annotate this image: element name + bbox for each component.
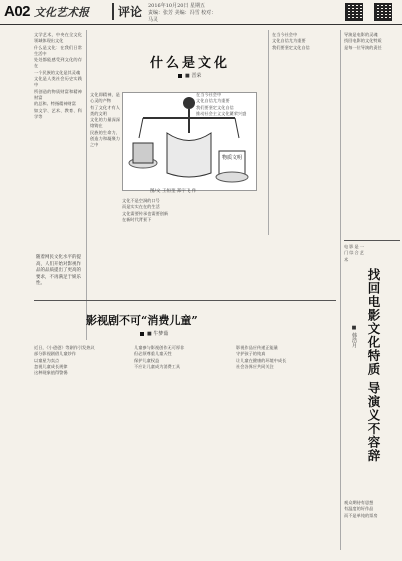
body-line: 文化的力量深深熔铸在 [90, 117, 120, 129]
body-line: 是每一位导演的责任 [344, 44, 382, 50]
article-third-col-bottom [344, 500, 400, 555]
section-divider [34, 300, 336, 301]
body-line: 不应让儿童成为消费工具 [134, 363, 181, 369]
body-line: 在新时代背景下 [122, 216, 152, 222]
body-line: 以童星为卖点 [34, 357, 60, 363]
body-line: 儿童参与影视创作无可厚非 [134, 345, 185, 350]
article-second-author [140, 330, 168, 337]
body-line: 这种现象值得警惕 [34, 370, 68, 376]
date-text: 2016年10月20日 星期五 [148, 3, 206, 9]
body-line: 文化自信尤为重要 [196, 98, 230, 104]
body-line: 而不是单纯的票房 [344, 512, 378, 518]
body-line: 保护儿童权益 [134, 357, 160, 363]
date-line [148, 3, 218, 24]
article-main-col4 [196, 92, 264, 340]
body-line: 的总和。特指精神财富 [34, 101, 76, 107]
body-line: 但必须尊重儿童天性 [134, 351, 172, 357]
square-bullet-icon [178, 74, 182, 78]
body-line: 而是实实在在的生活 [122, 204, 160, 210]
column-rule [340, 30, 341, 550]
article-second-col1 [34, 345, 130, 550]
body-line: 导演是电影的灵魂 [344, 32, 378, 37]
article-main-author [178, 72, 201, 79]
body-line: 我们要坚定文化自信 [196, 104, 234, 110]
article-main-col2 [90, 92, 120, 242]
body-line: 在当今社会中 [196, 92, 222, 97]
column-rule [268, 30, 269, 235]
editor-text: 责编：张芳 美编：冯雪 校对：马灵 [148, 10, 217, 23]
article-second-col3 [236, 345, 336, 550]
author-text: ■ 牛梦茹 [147, 331, 169, 337]
body-line: 文化需要传承也需要创新 [122, 210, 169, 216]
section-label: 评论 [112, 3, 142, 20]
body-line: 找回电影的文化特质 [344, 38, 382, 44]
body-line: 有温度的好作品 [344, 506, 374, 512]
qr-code-icon [374, 3, 392, 21]
body-line: 观众期待有思想 [344, 500, 374, 505]
page-number: A02 [4, 3, 31, 20]
article-main-col1 [34, 32, 82, 242]
article-second-title: 影视剧不可“消费儿童” [86, 314, 198, 327]
article-third-col-left [344, 244, 364, 544]
body-line: 让儿童在健康的环境中成长 [236, 357, 287, 363]
body-line: 处处都能感受到文化的存在 [34, 57, 82, 69]
body-line: 守护孩子的纯真 [236, 351, 266, 357]
body-line: 一个民族的文化是其灵魂 [34, 69, 81, 75]
masthead [0, 0, 402, 25]
body-line: 社会各界应共同关注 [236, 363, 274, 369]
body-line: 文化自信尤为重要 [272, 38, 306, 44]
article-third-author: ■ 韩浩月 [351, 325, 357, 348]
body-line: 推动社会主义文化繁荣兴盛 [196, 110, 247, 116]
pull-quote: 随着网民文化水平的提高，人们开始对影视作品的品质提出了更高的要求，不再满足于娱乐性。 [36, 255, 81, 286]
article-second-col2 [134, 345, 230, 550]
square-bullet-icon [140, 332, 144, 336]
body-line: 民族的生命力、创造力和凝聚力之中 [90, 129, 120, 148]
body-line: 文学艺术，中央在全文化领域体现出文化 [34, 32, 82, 44]
article-third-col-top [344, 32, 400, 237]
cartoon-sign: 物质文明 [222, 155, 243, 161]
author-text: ■ 晋荣 [185, 73, 202, 79]
article-third-title: 找回电影文化特质 导演义不容辞 [366, 268, 381, 463]
body-line: 电影是一门综合艺术 [344, 244, 364, 262]
body-line: 文化是人类社会历史实践中 [34, 76, 82, 88]
body-line: 文化不是空洞的口号 [122, 198, 160, 203]
body-line: 部分影视剧借儿童炒作 [34, 351, 76, 357]
section-divider [344, 240, 400, 241]
article-main-col5 [272, 32, 336, 232]
article-main-title: 什么是文化 [150, 56, 231, 71]
body-line: 在当今社会中 [272, 32, 298, 37]
body-line: 影视作品应传递正能量 [236, 345, 278, 350]
body-line: 有了文化才有人类的文明 [90, 104, 120, 116]
body-line: 所创造的物质财富和精神财富 [34, 88, 82, 100]
body-line: 如文学、艺术、教育、科学等 [34, 107, 82, 119]
column-rule [86, 30, 87, 340]
body-line: 文化即精神，是心灵的产物 [90, 92, 120, 104]
body-line: 忽视儿童成长规律 [34, 363, 68, 369]
qr-code-icon [345, 3, 363, 21]
body-line: 我们要坚定文化自信 [272, 44, 310, 50]
body-line: 近日，《小爸爸》等剧作引发热议 [34, 345, 95, 350]
body-line: 什么是文化：在我们日常生活中 [34, 44, 82, 56]
cartoon-caption: 图/文 王恒奎 郑宇飞 作 [150, 189, 197, 194]
paper-name: 文化艺术报 [34, 6, 89, 19]
